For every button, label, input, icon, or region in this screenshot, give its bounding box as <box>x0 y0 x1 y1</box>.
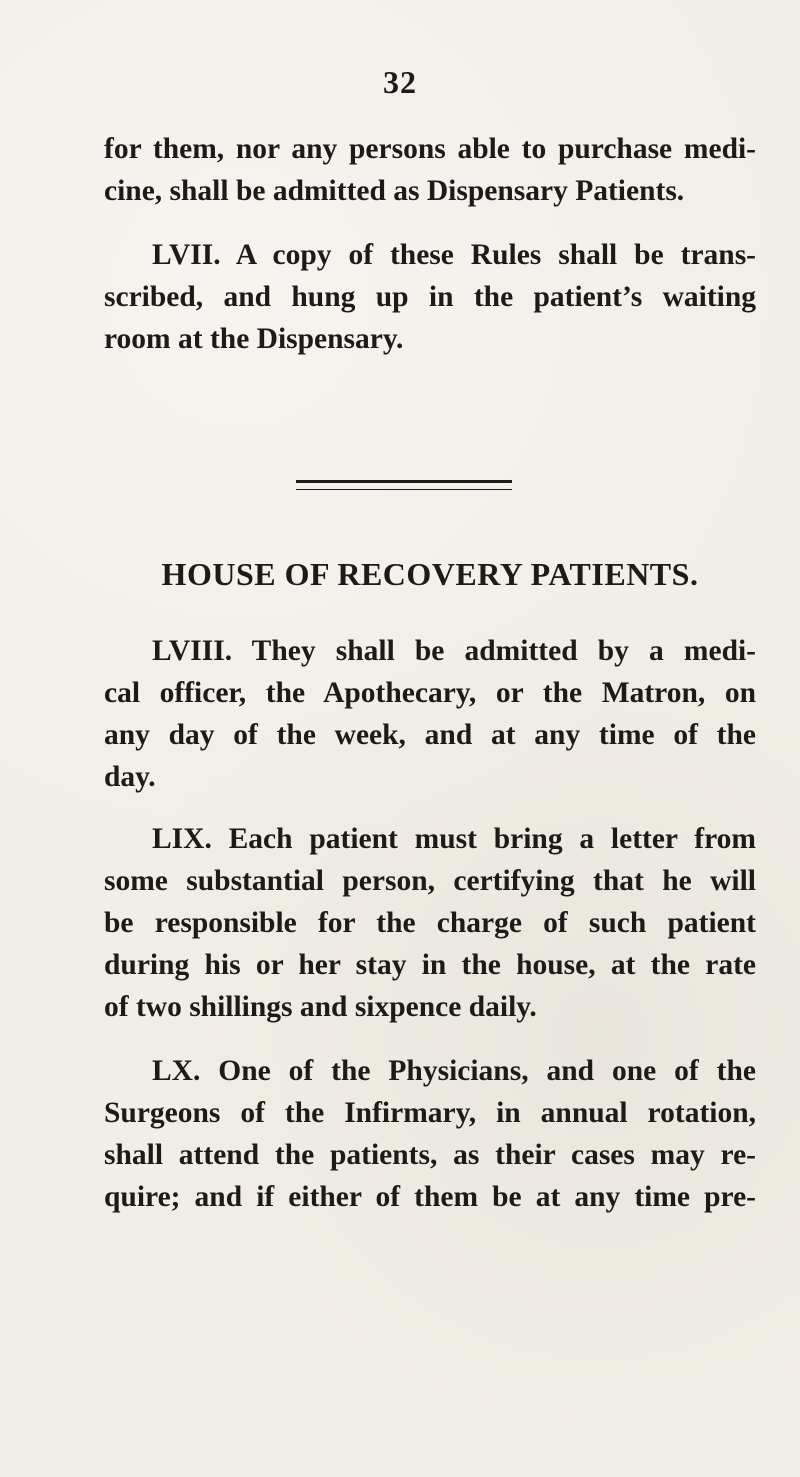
text-line: LVII. A copy of these Rules shall be trans- <box>152 239 756 271</box>
text-line: cal officer, the Apothecary, or the Matron, on <box>104 677 756 709</box>
text-line: scribed, and hung up in the patient’s waiting <box>104 281 756 313</box>
rule-58-paragraph <box>104 630 756 798</box>
text-line: any day of the week, and at any time of the <box>104 719 756 751</box>
divider-thick-rule <box>296 480 512 483</box>
section-divider <box>296 480 512 490</box>
rule-59-paragraph <box>104 818 756 1028</box>
text-line: room at the Dispensary. <box>104 323 404 355</box>
continuation-paragraph <box>104 128 756 212</box>
text-line: LVIII. They shall be admitted by a medi- <box>152 635 756 667</box>
text-line: LX. One of the Physicians, and one of the <box>152 1055 756 1087</box>
divider-thin-rule <box>296 489 512 490</box>
text-line: LIX. Each patient must bring a letter from <box>152 823 756 855</box>
text-line: cine, shall be admitted as Dispensary Patients. <box>104 175 685 207</box>
text-line: quire; and if either of them be at any time pre- <box>104 1181 756 1213</box>
text-line: shall attend the patients, as their cases may re- <box>104 1139 756 1171</box>
text-line: day. <box>104 761 156 793</box>
text-line: for them, nor any persons able to purchase medi- <box>104 133 756 165</box>
section-heading: HOUSE OF RECOVERY PATIENTS. <box>161 556 699 592</box>
text-line: some substantial person, certifying that he will <box>104 865 756 897</box>
text-line: of two shillings and sixpence daily. <box>104 991 537 1023</box>
rule-57-paragraph <box>104 234 756 360</box>
text-line: Surgeons of the Infirmary, in annual rotation, <box>104 1097 756 1129</box>
page-number: 32 <box>383 64 417 100</box>
text-line: be responsible for the charge of such patient <box>104 907 756 939</box>
rule-60-paragraph <box>104 1050 756 1218</box>
text-line: during his or her stay in the house, at the rate <box>104 949 756 981</box>
